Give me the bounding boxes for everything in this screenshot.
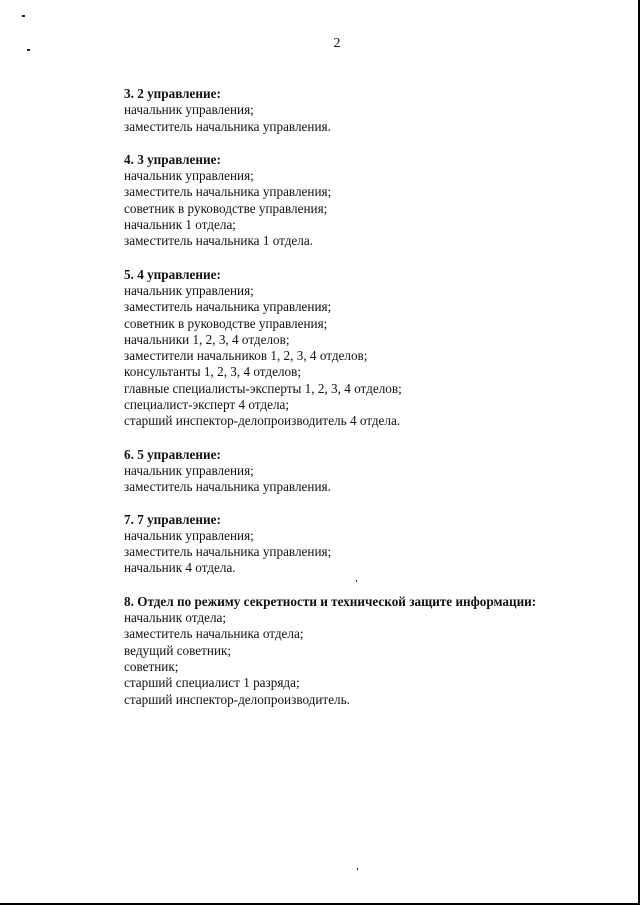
- section-heading: 6. 5 управление:: [124, 446, 221, 462]
- position-item: советник в руководстве управления;: [124, 200, 328, 216]
- position-item: начальники 1, 2, 3, 4 отделов;: [124, 331, 290, 347]
- position-item: начальник 4 отдела.: [124, 560, 236, 576]
- section-secrecy-department: [124, 594, 624, 708]
- document-body: [124, 86, 624, 725]
- section-heading: 5. 4 управление:: [124, 266, 221, 282]
- position-item: заместитель начальника отдела;: [124, 626, 304, 642]
- position-item: заместитель начальника управления.: [124, 118, 331, 134]
- section-heading: 4. 3 управление:: [124, 151, 221, 167]
- position-item: советник в руководстве управления;: [124, 315, 328, 331]
- position-item: начальник управления;: [124, 462, 254, 478]
- position-item: старший специалист 1 разряда;: [124, 675, 300, 691]
- position-item: начальник 1 отдела;: [124, 217, 236, 233]
- section-heading: 8. Отдел по режиму секретности и технической защите информации:: [124, 593, 537, 609]
- section-2-directorate: [124, 86, 624, 135]
- position-item: специалист-эксперт 4 отдела;: [124, 397, 290, 413]
- section-heading: 3. 2 управление:: [124, 86, 221, 101]
- position-item: консультанты 1, 2, 3, 4 отделов;: [124, 364, 302, 380]
- section-5-directorate: [124, 447, 624, 496]
- position-item: старший инспектор-делопроизводитель.: [124, 691, 350, 707]
- position-item: начальник управления;: [124, 527, 254, 543]
- scan-speck: [357, 868, 358, 870]
- section-7-directorate: [124, 512, 624, 577]
- section-3-directorate: [124, 152, 624, 250]
- position-item: начальник управления;: [124, 168, 254, 184]
- section-heading: 7. 7 управление:: [124, 511, 221, 527]
- position-item: заместитель начальника управления;: [124, 544, 332, 560]
- position-item: советник;: [124, 658, 179, 674]
- position-item: начальник отдела;: [124, 610, 227, 626]
- position-item: заместитель начальника управления.: [124, 479, 331, 495]
- position-item: заместитель начальника управления;: [124, 299, 332, 315]
- position-item: ведущий советник;: [124, 642, 232, 658]
- position-item: заместители начальников 1, 2, 3, 4 отделов;: [124, 348, 368, 364]
- position-item: заместитель начальника 1 отдела.: [124, 233, 314, 249]
- position-item: начальник управления;: [124, 102, 254, 118]
- position-item: главные специалисты-эксперты 1, 2, 3, 4 отделов;: [124, 380, 402, 396]
- position-item: начальник управления;: [124, 282, 254, 298]
- page-number: 2: [333, 36, 341, 51]
- position-item: старший инспектор-делопроизводитель 4 отдела.: [124, 413, 401, 429]
- section-4-directorate: [124, 267, 624, 430]
- scan-speck: [22, 15, 25, 17]
- position-item: заместитель начальника управления;: [124, 184, 332, 200]
